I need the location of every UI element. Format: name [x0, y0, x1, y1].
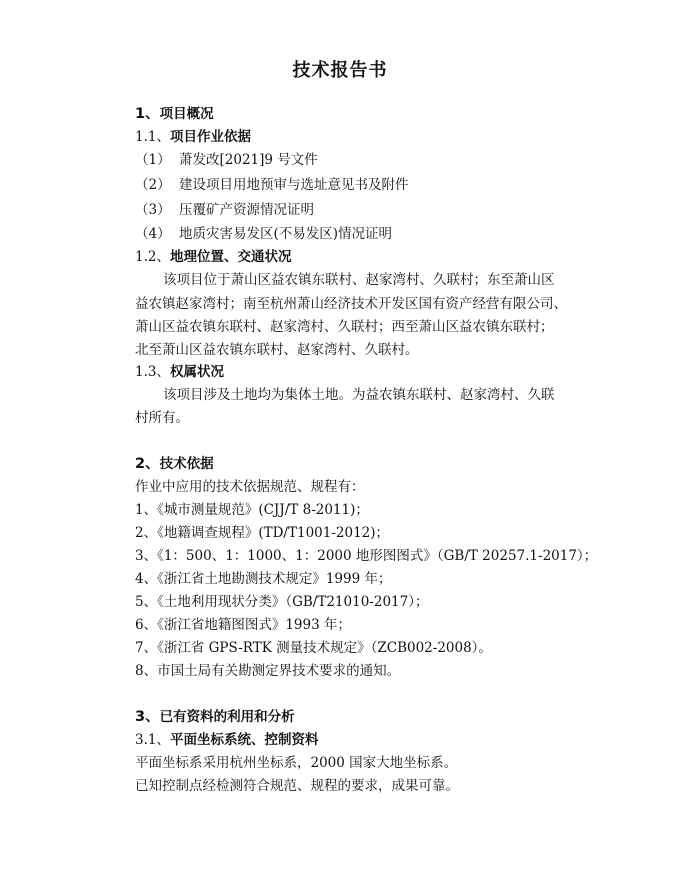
- paragraph-line: 萧山区益农镇东联村、赵家湾村、久联村；西至萧山区益农镇东联村；: [135, 319, 554, 335]
- basis-item-label: （4）: [135, 226, 171, 242]
- paragraph-line: 该项目涉及土地均为集体土地。为益农镇东联村、赵家湾村、久联: [163, 387, 555, 403]
- section-3-1-heading: [135, 730, 318, 750]
- basis-item: [135, 224, 392, 244]
- document-title: 技术报告书: [292, 60, 388, 81]
- section-3-1-title: 平面坐标系统、控制资料: [169, 732, 319, 748]
- basis-item-text: 萧发改[2021]9 号文件: [179, 152, 318, 168]
- section-2-heading: [135, 454, 214, 474]
- basis-item-text: 压覆矿产资源情况证明: [179, 202, 314, 218]
- section-1-2-heading: [135, 247, 291, 267]
- section-1-2-number: 1.2、: [135, 249, 170, 265]
- section-1-2-title: 地理位置、交通状况: [169, 249, 292, 265]
- section-1-3-number: 1.3、: [135, 364, 170, 380]
- section-2-title: 技术依据: [159, 456, 214, 472]
- section-3-number: 3、: [135, 709, 160, 725]
- section-1-title: 项目概况: [159, 106, 214, 122]
- section-1-1-heading: [135, 127, 251, 147]
- section-3-1-number: 3.1、: [135, 732, 170, 748]
- section-3-heading: [135, 707, 295, 727]
- section-2-intro: 作业中应用的技术依据规范、规程有：: [135, 479, 365, 495]
- section-1-heading: [135, 104, 214, 124]
- paragraph-line: 村所有。: [135, 410, 189, 426]
- basis-item-text: 地质灾害易发区(不易发区)情况证明: [179, 226, 393, 242]
- standard-item: 3、《1：500、1：1000、1：2000 地形图图式》（GB/T 20257.1-2017）；: [135, 548, 598, 564]
- paragraph-line: 该项目位于萧山区益农镇东联村、赵家湾村、久联村；东至萧山区: [163, 272, 555, 288]
- paragraph-line: 北至萧山区益农镇东联村、赵家湾村、久联村。: [135, 342, 419, 358]
- paragraph-line: 平面坐标系采用杭州坐标系，2000 国家大地坐标系。: [135, 755, 458, 771]
- standard-item: 1、《城市测量规范》(CJJ/T 8-2011)；: [135, 502, 369, 518]
- basis-item: [135, 200, 314, 220]
- section-1-3-heading: [135, 362, 224, 382]
- section-1-1-number: 1.1、: [135, 129, 170, 145]
- basis-item-label: （1）: [135, 152, 171, 168]
- standard-item: 5、《土地利用现状分类》（GB/T21010-2017）；: [135, 594, 429, 610]
- basis-item: [135, 150, 318, 170]
- standard-item: 7、《浙江省 GPS-RTK 测量技术规定》（ZCB002-2008）。: [135, 640, 492, 656]
- basis-item-label: （2）: [135, 177, 171, 193]
- basis-item-label: （3）: [135, 202, 171, 218]
- basis-item-text: 建设项目用地预审与选址意见书及附件: [179, 177, 409, 193]
- section-1-1-title: 项目作业依据: [169, 129, 251, 145]
- paragraph-line: 已知控制点经检测符合规范、规程的要求，成果可靠。: [135, 778, 459, 794]
- section-1-number: 1、: [135, 106, 160, 122]
- standard-item: 8、市国土局有关勘测定界技术要求的通知。: [135, 663, 401, 679]
- standard-item: 6、《浙江省地籍图图式》1993 年；: [135, 617, 351, 633]
- section-3-title: 已有资料的利用和分析: [159, 709, 295, 725]
- basis-item: [135, 175, 409, 195]
- standard-item: 4、《浙江省土地勘测技术规定》1999 年；: [135, 571, 392, 587]
- section-2-number: 2、: [135, 456, 160, 472]
- standard-item: 2、《地籍调查规程》(TD/T1001-2012)；: [135, 525, 390, 541]
- section-1-3-title: 权属状况: [169, 364, 224, 380]
- paragraph-line: 益农镇赵家湾村；南至杭州萧山经济技术开发区国有资产经营有限公司、: [135, 296, 567, 312]
